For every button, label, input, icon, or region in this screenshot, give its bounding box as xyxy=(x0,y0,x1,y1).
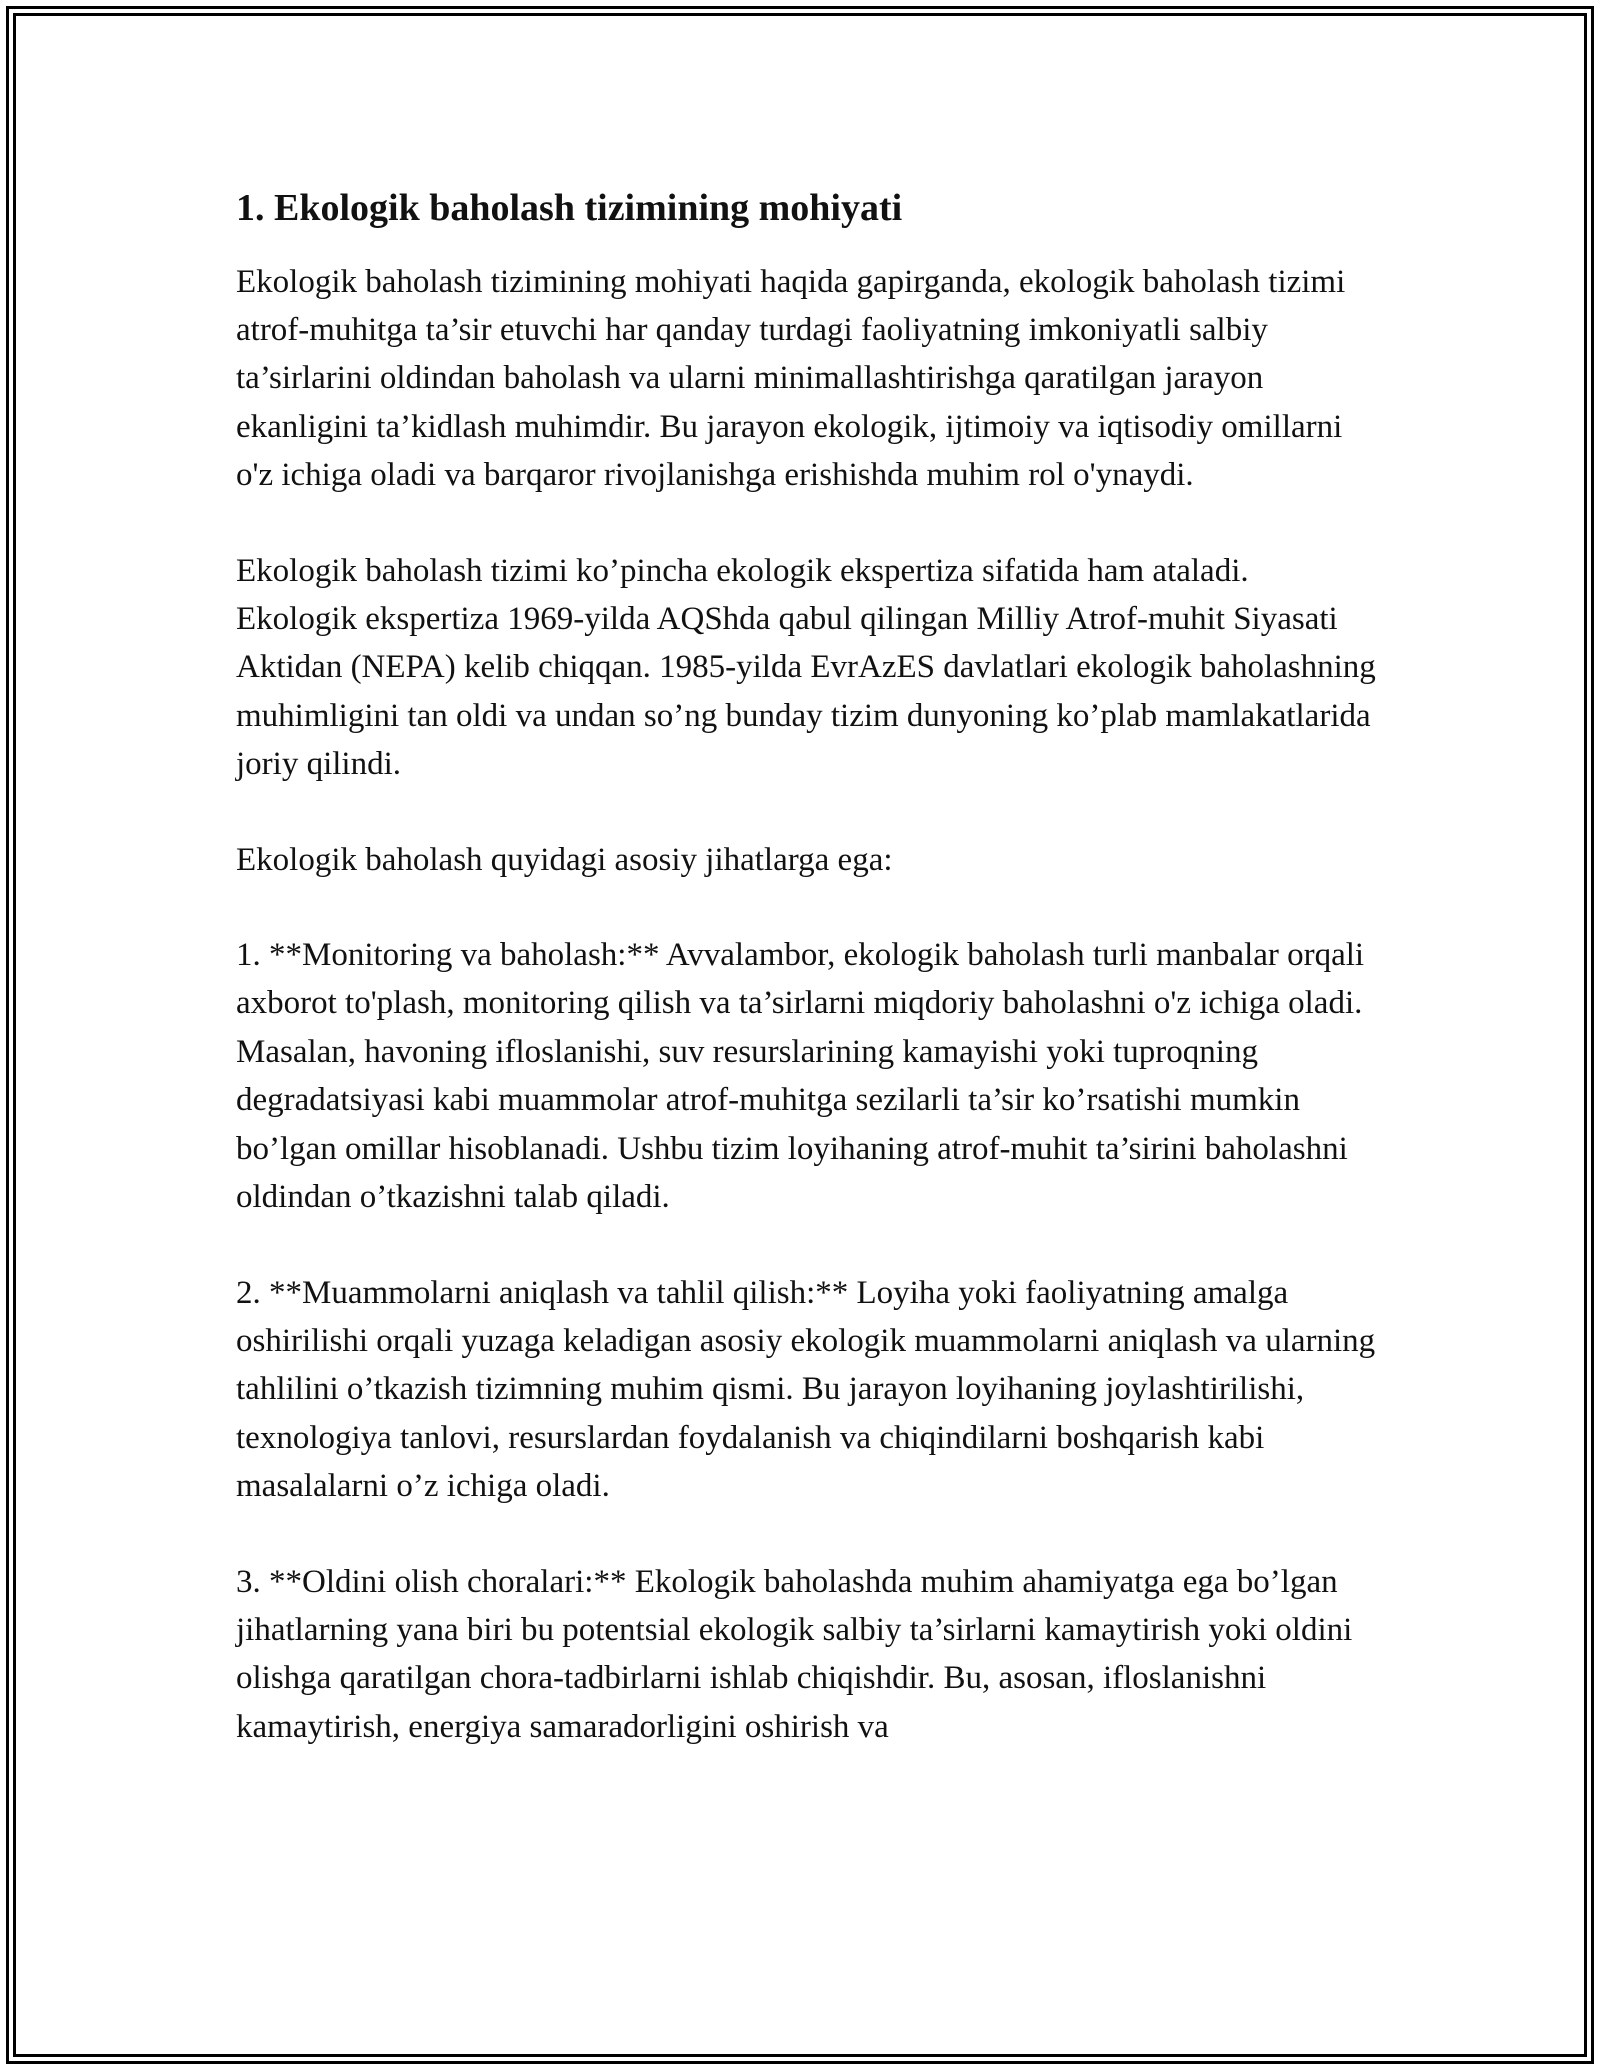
document-page xyxy=(236,186,1376,1751)
paragraph-intro: Ekologik baholash tizimining mohiyati haqida gapirganda, ekologik baholash tizimi atrof-muhitga ta’sir etuvchi har qanday turdagi faoliyatning imkoniyatli salbiy ta’sirlarini oldindan baholash va ularni minimallashtirishga qaratilgan jarayon ekanligini ta’kidlash muhimdir. Bu jarayon ekologik, ijtimoiy va iqtisodiy omillarni o'z ichiga oladi va barqaror rivojlanishga erishishda muhim rol o'ynaydi. xyxy=(236,263,1346,494)
section-heading: 1. Ekologik baholash tizimining mohiyati xyxy=(236,187,903,229)
paragraph-point-2: 2. **Muammolarni aniqlash va tahlil qilish:** Loyiha yoki faoliyatning amalga oshirilishi orqali yuzaga keladigan asosiy ekologik muammolarni aniqlash va ularning tahlilini o’tkazish tizimning muhim qismi. Bu jarayon loyihaning joylashtirilishi, texnologiya tanlovi, resurslardan foydalanish va chiqindilarni boshqarish kabi masalalarni o’z ichiga oladi. xyxy=(236,1274,1376,1505)
paragraph-history: Ekologik baholash tizimi ko’pincha ekologik ekspertiza sifatida ham ataladi. Ekologik ekspertiza 1969-yilda AQShda qabul qilingan Milliy Atrof-muhit Siyasati Aktidan (NEPA) kelib chiqqan. 1985-yilda EvrAzES davlatlari ekologik baholashning muhimligini tan oldi va undan so’ng bunday tizim dunyoning ko’plab mamlakatlarida joriy qilindi. xyxy=(236,552,1376,783)
paragraph-aspects-lead: Ekologik baholash quyidagi asosiy jihatlarga ega: xyxy=(236,841,893,878)
paragraph-point-3: 3. **Oldini olish choralari:** Ekologik baholashda muhim ahamiyatga ega bo’lgan jihatlarning yana biri bu potentsial ekologik salbiy ta’sirlarni kamaytirish yoki oldini olishga qaratilgan chora-tadbirlarni ishlab chiqishdir. Bu, asosan, ifloslanishni kamaytirish, energiya samaradorligini oshirish va xyxy=(236,1563,1353,1745)
paragraph-point-1: 1. **Monitoring va baholash:** Avvalambor, ekologik baholash turli manbalar orqali axborot to'plash, monitoring qilish va ta’sirlarni miqdoriy baholashni o'z ichiga oladi. Masalan, havoning ifloslanishi, suv resurslarining kamayishi yoki tuproqning degradatsiyasi kabi muammolar atrof-muhitga sezilarli ta’sir ko’rsatishi mumkin bo’lgan omillar hisoblanadi. Ushbu tizim loyihaning atrof-muhit ta’sirini baholashni oldindan o’tkazishni talab qiladi. xyxy=(236,937,1365,1216)
